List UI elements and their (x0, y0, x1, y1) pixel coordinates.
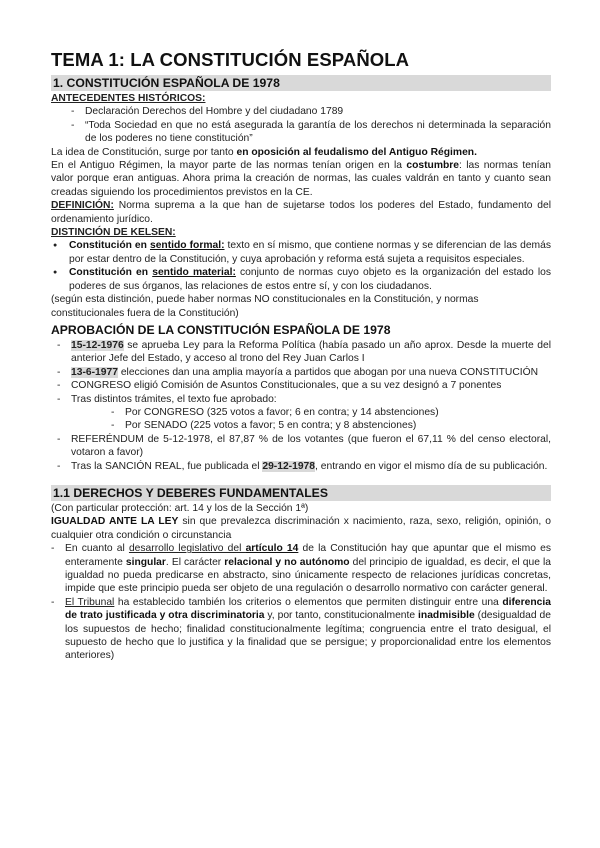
antecedentes-list (51, 105, 551, 145)
igualdad-list (45, 542, 551, 663)
kelsen-list (51, 239, 551, 293)
paragraph-idea: La idea de Constitución, surge por tanto en oposición al feudalismo del Antiguo Régimen. (51, 146, 477, 158)
list-item: - Tras distintos trámites, el texto fue aprobado: - Por CONGRESO (325 votos a favor; 6 en contra; y 14 abstenciones) - Por SENADO (225 votos a favor; 5 en contra; y 8 abstenciones) (51, 393, 551, 433)
list-item: - El Tribunal ha establecido también los criterios o elementos que permiten distinguir entre una diferencia de trato justificada y otra discriminatoria y, por tanto, constitucionalmente inadmisible (desigualdad de los supuestos de hecho; finalidad constitucionalmente legítima; congruencia entre el trato desigual, el supuesto de hecho que lo justifica y la finalidad que se persigue; y proporcionalidad entre los elementos anteriores) (45, 596, 551, 663)
list-item: - 15-12-1976 se aprueba Ley para la Reforma Política (había pasado un año aprox. Desde la muerte del anterior Jefe del Estado, y acceso al trono del Rey Juan Carlos I (51, 339, 551, 366)
paragraph-antiguo-regimen: En el Antiguo Régimen, la mayor parte de las normas tenían origen en la costumbre: las normas tenían valor porque eran antiguas. Ahora prima la creación de normas, las cuales valdrán en tanto y cuanto sean creadas siguiendo los procedimientos previstos en la CE. (51, 160, 551, 198)
section-heading-1-1: 1.1 DERECHOS Y DEBERES FUNDAMENTALES (51, 485, 551, 501)
antecedentes-label: ANTECEDENTES HISTÓRICOS: (51, 93, 206, 104)
definition: DEFINICIÓN: Norma suprema a la que han de sujetarse todos los poderes del Estado, fundamento del ordenamiento jurídico. (51, 200, 551, 225)
list-item: - Tras la SANCIÓN REAL, fue publicada el 29-12-1978, entrando en vigor el mismo día de su publicación. (51, 460, 551, 473)
list-item: ● Constitución en sentido material: conjunto de normas cuyo objeto es la organización del estado los poderes de sus órganos, las relaciones de estos entre sí, y con los ciudadanos. (51, 266, 551, 293)
list-item: - REFERÉNDUM de 5-12-1978, el 87,87 % de los votantes (que fueron el 67,11 % del censo electoral, votaron a favor) (51, 433, 551, 460)
list-item: - Por SENADO (225 votos a favor; 5 en contra; y 8 abstenciones) (91, 419, 551, 432)
list-item: - 13-6-1977 elecciones dan una amplia mayoría a partidos que abogan por una nueva CONSTITUCIÓN (51, 366, 551, 379)
kelsen-label: DISTINCIÓN DE KELSEN: (51, 227, 176, 239)
kelsen-note: (según esta distinción, puede haber normas NO constitucionales en la Constitución, y normas constitucionales fuera de la Constitución) (51, 294, 479, 319)
subsection-heading-aprobacion: APROBACIÓN DE LA CONSTITUCIÓN ESPAÑOLA DE 1978 (51, 322, 391, 337)
list-item: - “Toda Sociedad en que no está asegurada la garantía de los derechos ni determinada la separación de los poderes no tiene constitución” (51, 119, 551, 146)
aprobacion-list (51, 339, 551, 473)
votes-sublist (71, 406, 551, 433)
list-item: ● Constitución en sentido formal: texto en sí mismo, que contiene normas y se diferencian de las demás por estar dentro de la Constitución, y cuya aprobación y reforma está sujeta a requisitos especiales. (51, 239, 551, 266)
list-item: - CONGRESO eligió Comisión de Asuntos Constitucionales, que a su vez designó a 7 ponentes (51, 379, 551, 392)
section-note: (Con particular protección: art. 14 y los de la Sección 1ª) (51, 502, 309, 514)
page-title: TEMA 1: LA CONSTITUCIÓN ESPAÑOLA (51, 49, 410, 70)
section-heading-1: 1. CONSTITUCIÓN ESPAÑOLA DE 1978 (51, 75, 551, 91)
list-item: - En cuanto al desarrollo legislativo del artículo 14 de la Constitución hay que apuntar que el mismo es enteramente singular. El carácter relacional y no autónomo del principio de igualdad, es decir, el que la igualdad no pueda predicarse en abstracto, sino únicamente respecto de relaciones jurídicas concretas, impide que este principio pueda ser objeto de una regulación o desarrollo normativo con carácter general. (45, 542, 551, 596)
igualdad-paragraph: IGUALDAD ANTE LA LEY sin que prevalezca discriminación x nacimiento, raza, sexo, religión, opinión, o cualquier otra condición o circunstancia (51, 516, 551, 541)
list-item: - Por CONGRESO (325 votos a favor; 6 en contra; y 14 abstenciones) (91, 406, 551, 419)
document-page (51, 48, 551, 663)
list-item: - Declaración Derechos del Hombre y del ciudadano 1789 (51, 105, 551, 118)
